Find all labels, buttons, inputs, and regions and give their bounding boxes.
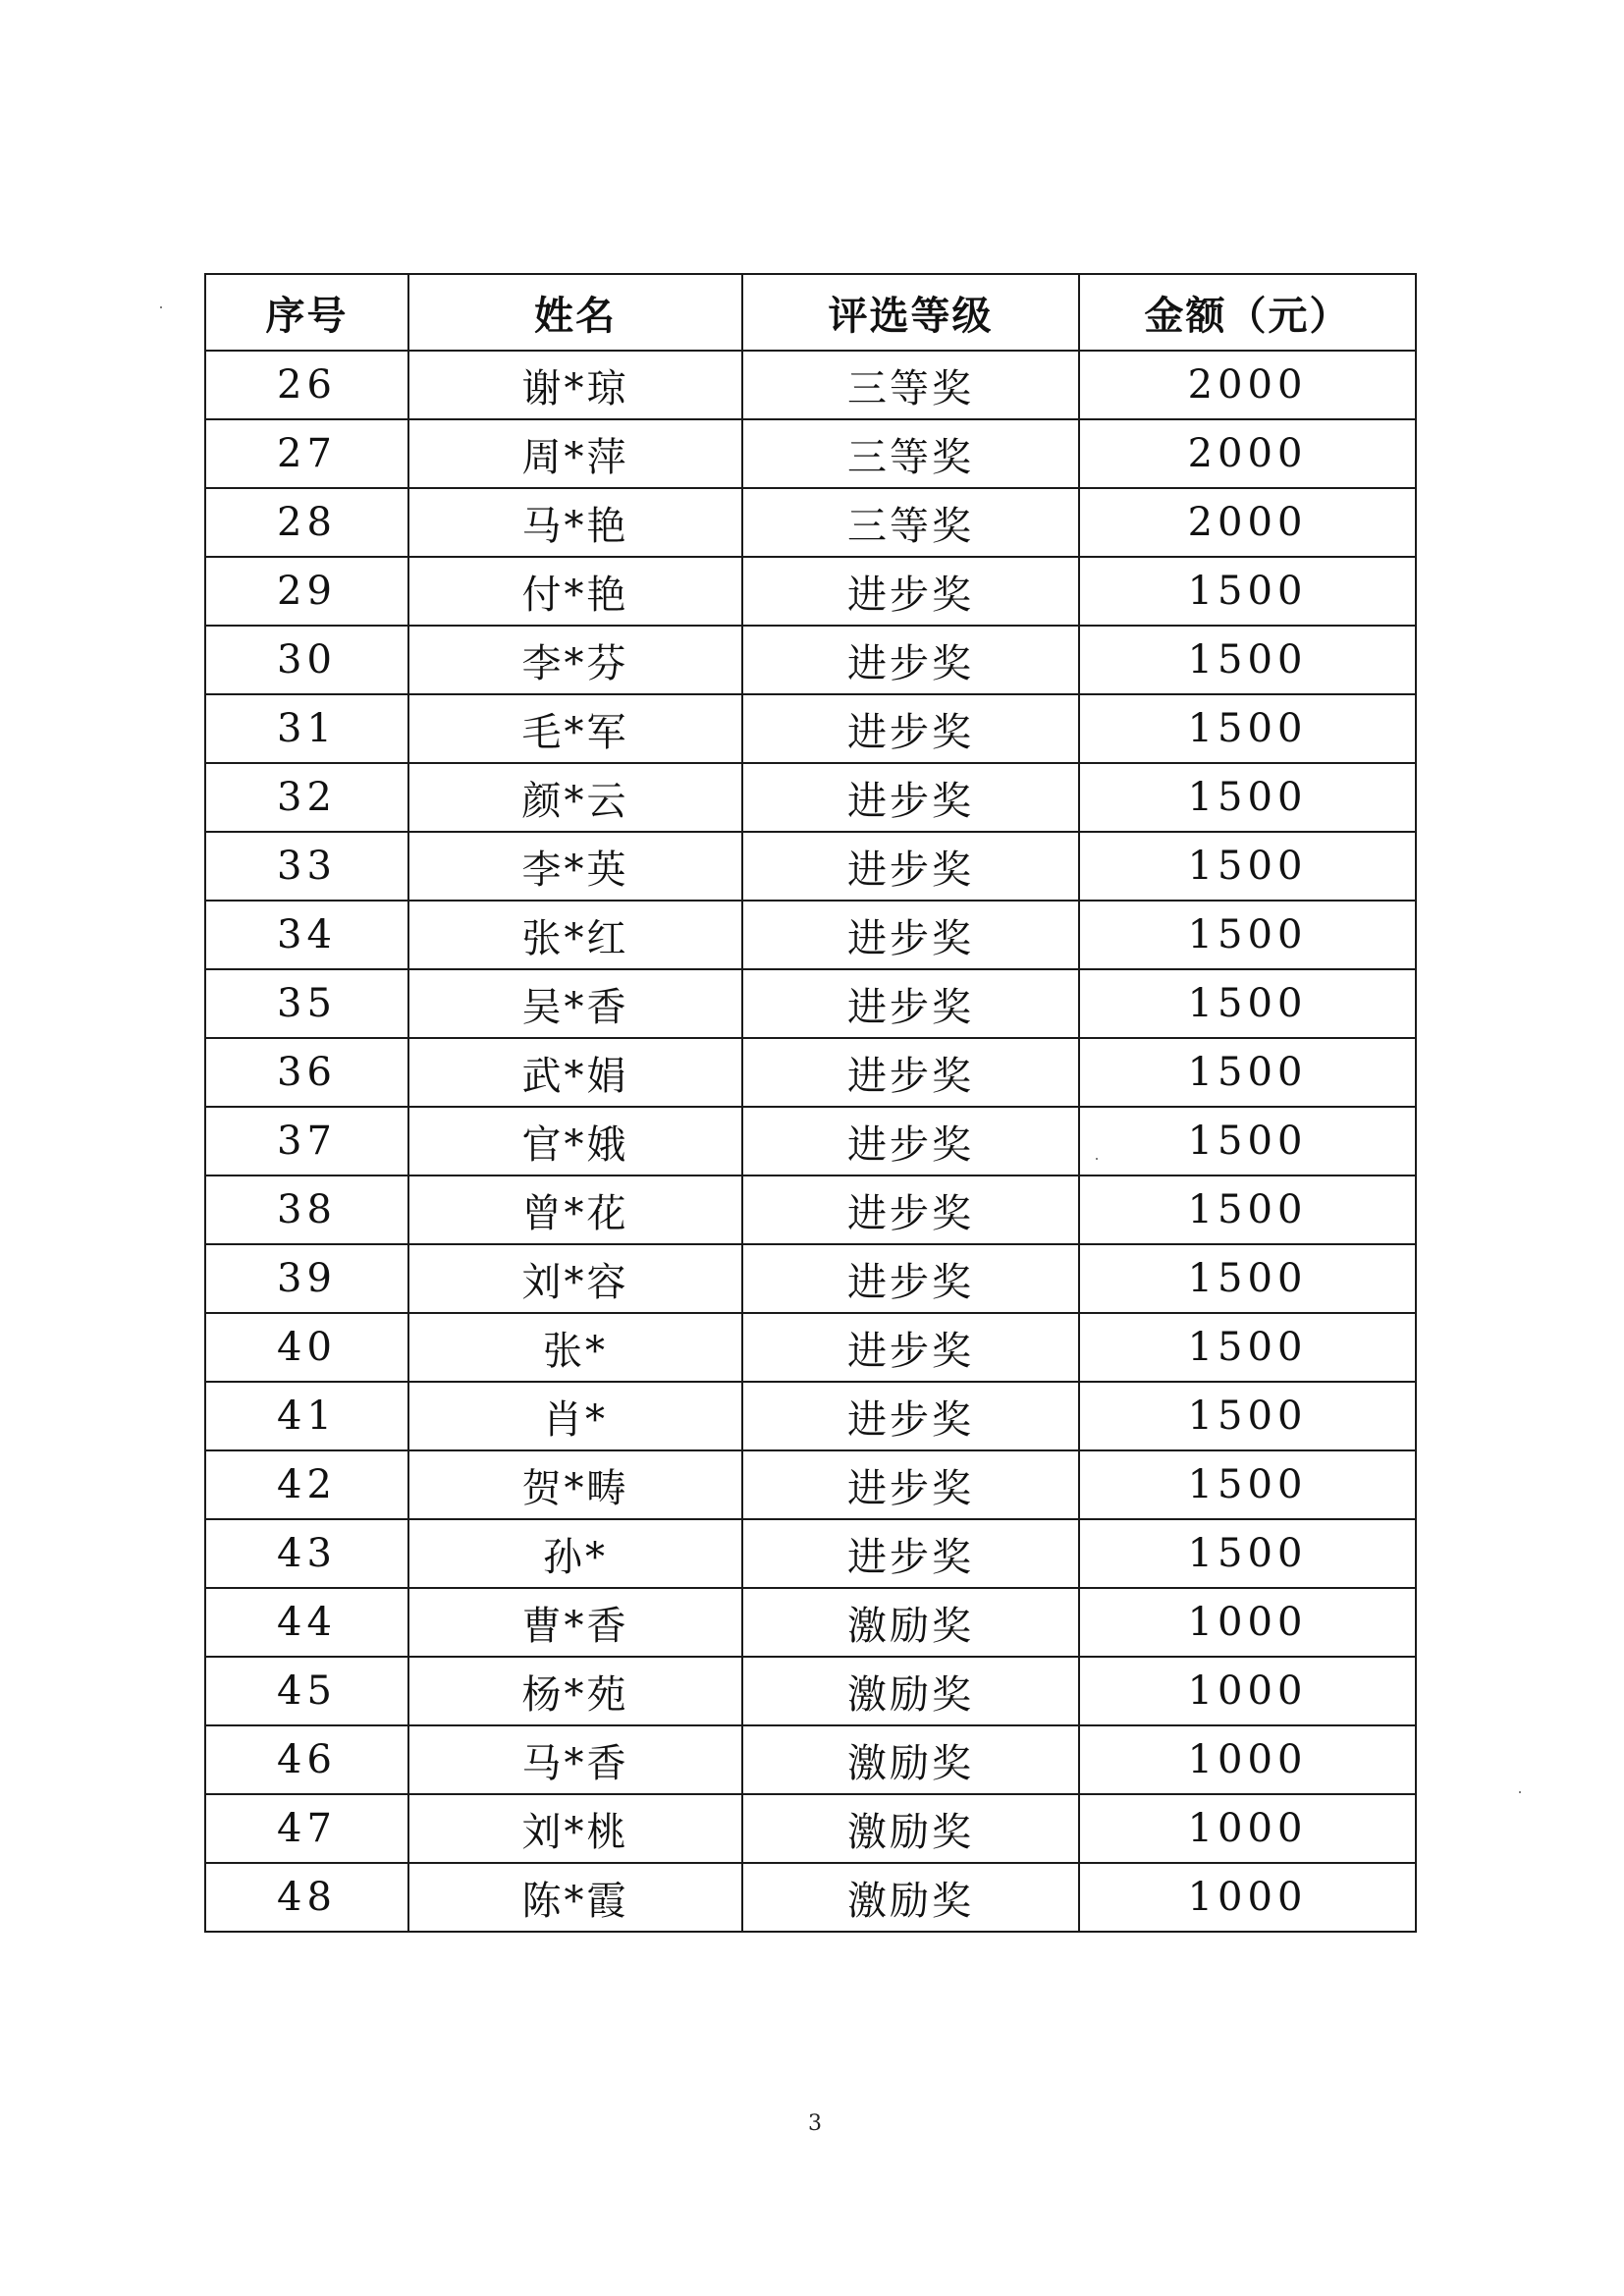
table-row <box>205 763 1416 832</box>
table-row <box>205 626 1416 694</box>
cell-award-level: 进步奖 <box>742 1382 1079 1450</box>
cell-name: 吴*香 <box>408 969 742 1038</box>
table-row <box>205 1244 1416 1313</box>
cell-serial-number: 45 <box>205 1657 408 1725</box>
cell-name: 谢*琼 <box>408 351 742 419</box>
cell-award-level: 进步奖 <box>742 1175 1079 1244</box>
table-header-row <box>205 274 1416 351</box>
cell-serial-number: 43 <box>205 1519 408 1588</box>
cell-serial-number: 40 <box>205 1313 408 1382</box>
cell-amount: 2000 <box>1079 419 1416 488</box>
cell-name: 毛*军 <box>408 694 742 763</box>
cell-award-level: 进步奖 <box>742 626 1079 694</box>
cell-name: 官*娥 <box>408 1107 742 1175</box>
table-row <box>205 1657 1416 1725</box>
cell-award-level: 进步奖 <box>742 763 1079 832</box>
cell-amount: 1500 <box>1079 1107 1416 1175</box>
cell-amount: 1500 <box>1079 901 1416 969</box>
cell-name: 武*娟 <box>408 1038 742 1107</box>
cell-amount: 1500 <box>1079 557 1416 626</box>
table-row <box>205 488 1416 557</box>
cell-serial-number: 36 <box>205 1038 408 1107</box>
cell-name: 李*芬 <box>408 626 742 694</box>
cell-award-level: 三等奖 <box>742 351 1079 419</box>
cell-amount: 1500 <box>1079 763 1416 832</box>
cell-name: 张* <box>408 1313 742 1382</box>
cell-award-level: 激励奖 <box>742 1588 1079 1657</box>
cell-serial-number: 34 <box>205 901 408 969</box>
table-row <box>205 1175 1416 1244</box>
cell-amount: 1500 <box>1079 1450 1416 1519</box>
cell-award-level: 进步奖 <box>742 832 1079 901</box>
header-name: 姓名 <box>408 274 742 351</box>
table-row <box>205 1382 1416 1450</box>
table-row <box>205 1519 1416 1588</box>
cell-serial-number: 29 <box>205 557 408 626</box>
cell-serial-number: 46 <box>205 1725 408 1794</box>
cell-award-level: 进步奖 <box>742 1450 1079 1519</box>
table-body <box>205 351 1416 1932</box>
scan-speck <box>1519 1791 1521 1793</box>
cell-serial-number: 35 <box>205 969 408 1038</box>
award-list-table <box>204 273 1417 1933</box>
table-row <box>205 832 1416 901</box>
cell-name: 孙* <box>408 1519 742 1588</box>
table-row <box>205 969 1416 1038</box>
cell-serial-number: 26 <box>205 351 408 419</box>
cell-amount: 1000 <box>1079 1657 1416 1725</box>
cell-award-level: 进步奖 <box>742 1244 1079 1313</box>
cell-award-level: 进步奖 <box>742 901 1079 969</box>
table-row <box>205 1863 1416 1932</box>
cell-amount: 1500 <box>1079 626 1416 694</box>
cell-amount: 1500 <box>1079 694 1416 763</box>
table-row <box>205 557 1416 626</box>
table-row <box>205 1450 1416 1519</box>
cell-amount: 1500 <box>1079 1519 1416 1588</box>
cell-serial-number: 39 <box>205 1244 408 1313</box>
table-row <box>205 1588 1416 1657</box>
cell-name: 贺*畴 <box>408 1450 742 1519</box>
cell-serial-number: 28 <box>205 488 408 557</box>
cell-name: 马*艳 <box>408 488 742 557</box>
cell-award-level: 进步奖 <box>742 1107 1079 1175</box>
cell-name: 曹*香 <box>408 1588 742 1657</box>
cell-name: 杨*苑 <box>408 1657 742 1725</box>
header-serial-number: 序号 <box>205 274 408 351</box>
cell-serial-number: 31 <box>205 694 408 763</box>
cell-amount: 1500 <box>1079 1175 1416 1244</box>
cell-amount: 1000 <box>1079 1588 1416 1657</box>
cell-amount: 1500 <box>1079 1382 1416 1450</box>
cell-name: 刘*容 <box>408 1244 742 1313</box>
cell-name: 马*香 <box>408 1725 742 1794</box>
cell-serial-number: 37 <box>205 1107 408 1175</box>
table-row <box>205 419 1416 488</box>
cell-award-level: 三等奖 <box>742 419 1079 488</box>
cell-award-level: 进步奖 <box>742 1038 1079 1107</box>
table-row <box>205 901 1416 969</box>
table-row <box>205 694 1416 763</box>
table-row <box>205 1313 1416 1382</box>
cell-name: 李*英 <box>408 832 742 901</box>
cell-award-level: 激励奖 <box>742 1794 1079 1863</box>
cell-serial-number: 30 <box>205 626 408 694</box>
cell-amount: 1000 <box>1079 1863 1416 1932</box>
table-row <box>205 1107 1416 1175</box>
cell-award-level: 进步奖 <box>742 969 1079 1038</box>
page-number: 3 <box>808 2111 822 2136</box>
cell-amount: 1500 <box>1079 1244 1416 1313</box>
cell-serial-number: 38 <box>205 1175 408 1244</box>
cell-serial-number: 27 <box>205 419 408 488</box>
cell-serial-number: 47 <box>205 1794 408 1863</box>
cell-amount: 2000 <box>1079 351 1416 419</box>
cell-serial-number: 32 <box>205 763 408 832</box>
cell-amount: 1500 <box>1079 1313 1416 1382</box>
cell-name: 张*红 <box>408 901 742 969</box>
cell-amount: 1000 <box>1079 1794 1416 1863</box>
cell-award-level: 进步奖 <box>742 1519 1079 1588</box>
cell-award-level: 三等奖 <box>742 488 1079 557</box>
table-row <box>205 1725 1416 1794</box>
cell-name: 曾*花 <box>408 1175 742 1244</box>
table-row <box>205 1794 1416 1863</box>
cell-amount: 1500 <box>1079 832 1416 901</box>
header-award-level: 评选等级 <box>742 274 1079 351</box>
cell-name: 付*艳 <box>408 557 742 626</box>
cell-award-level: 激励奖 <box>742 1657 1079 1725</box>
cell-name: 肖* <box>408 1382 742 1450</box>
cell-award-level: 进步奖 <box>742 1313 1079 1382</box>
cell-award-level: 进步奖 <box>742 694 1079 763</box>
cell-name: 周*萍 <box>408 419 742 488</box>
cell-amount: 1500 <box>1079 969 1416 1038</box>
cell-award-level: 激励奖 <box>742 1725 1079 1794</box>
cell-award-level: 激励奖 <box>742 1863 1079 1932</box>
cell-amount: 2000 <box>1079 488 1416 557</box>
scan-speck <box>160 306 162 308</box>
header-amount: 金额（元） <box>1079 274 1416 351</box>
cell-amount: 1000 <box>1079 1725 1416 1794</box>
cell-serial-number: 33 <box>205 832 408 901</box>
cell-award-level: 进步奖 <box>742 557 1079 626</box>
cell-name: 刘*桃 <box>408 1794 742 1863</box>
cell-serial-number: 42 <box>205 1450 408 1519</box>
cell-serial-number: 48 <box>205 1863 408 1932</box>
scan-speck <box>1096 1158 1098 1160</box>
cell-name: 陈*霞 <box>408 1863 742 1932</box>
cell-amount: 1500 <box>1079 1038 1416 1107</box>
table-row <box>205 351 1416 419</box>
cell-name: 颜*云 <box>408 763 742 832</box>
table-row <box>205 1038 1416 1107</box>
cell-serial-number: 44 <box>205 1588 408 1657</box>
cell-serial-number: 41 <box>205 1382 408 1450</box>
